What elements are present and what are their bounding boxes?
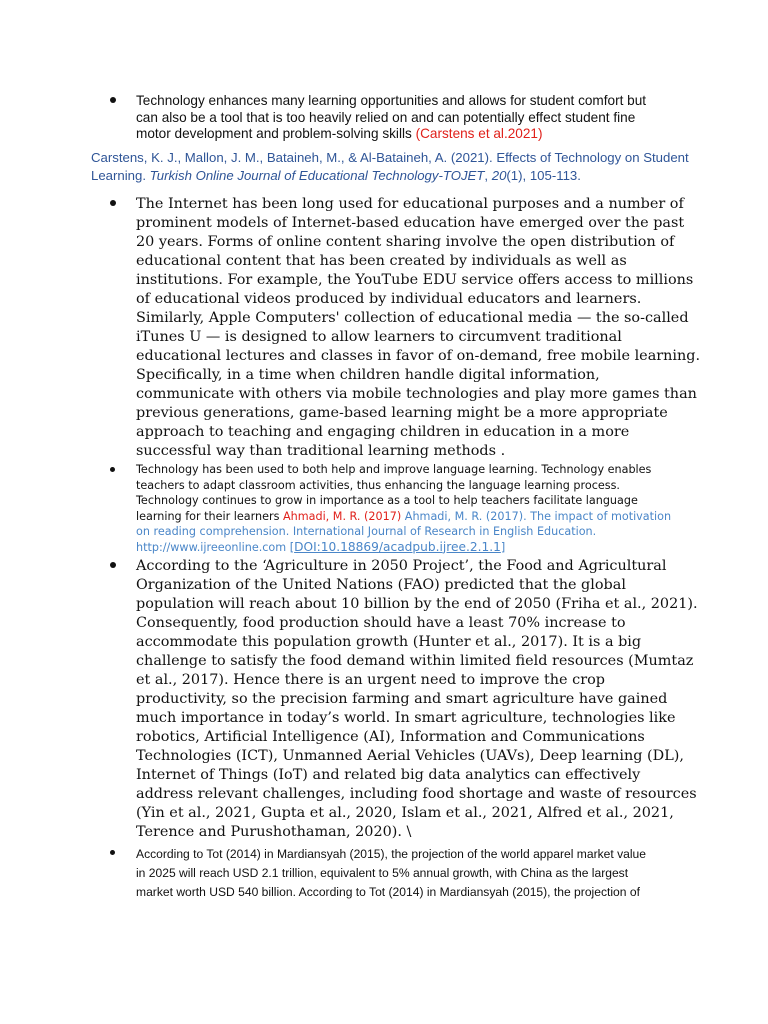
paragraph-line: Technology has been used to both help and improve language learning. Technology enables bbox=[136, 463, 652, 476]
paragraph-line: According to the ‘Agriculture in 2050 Project’, the Food and Agricultural bbox=[136, 558, 667, 574]
bullet-marker bbox=[110, 850, 118, 858]
paragraph-line: successful way than traditional learning methods . bbox=[136, 443, 506, 459]
paragraph-line: (Yin et al., 2021, Gupta et al., 2020, Islam et al., 2021, Alfred et al., 2021, bbox=[136, 805, 674, 821]
reference-carstens bbox=[91, 149, 691, 185]
paragraph-line: Technology enhances many learning opportunities and allows for student comfort but bbox=[136, 93, 647, 108]
paragraph-line: learning for their learners bbox=[136, 509, 283, 523]
paragraph-line: population will reach about 10 billion by the end of 2050 (Friha et al., 2021). bbox=[136, 596, 698, 612]
reference-volume: 20 bbox=[491, 168, 507, 183]
paragraph-line: productivity, so the precision farming and smart agriculture have gained bbox=[136, 691, 668, 707]
paragraph-line: Consequently, food production should have a least 70% increase to bbox=[136, 615, 626, 631]
reference-pages: (1), 105-113. bbox=[506, 168, 581, 183]
bullet-paragraph-agriculture-2050 bbox=[136, 557, 696, 842]
paragraph-line: Specifically, in a time when children handle digital information, bbox=[136, 367, 600, 383]
reference-ahmadi-line: on reading comprehension. International Journal of Research in English Education. bbox=[136, 525, 597, 538]
bullet-marker bbox=[110, 200, 118, 208]
paragraph-line: Organization of the United Nations (FAO) predicted that the global bbox=[136, 577, 626, 593]
paragraph-line: Internet of Things (IoT) and related big data analytics can effectively bbox=[136, 767, 641, 783]
bullet-paragraph-language-learning bbox=[136, 462, 696, 555]
paragraph-line: accommodate this population growth (Hunter et al., 2017). It is a big bbox=[136, 634, 642, 650]
paragraph-line: Technology continues to grow in importance as a tool to help teachers facilitate language bbox=[136, 494, 638, 507]
paragraph-line: approach to teaching and engaging children in education in a more bbox=[136, 424, 630, 440]
paragraph-line: market worth USD 540 billion. According to Tot (2014) in Mardiansyah (2015), the projection of bbox=[136, 884, 640, 899]
bullet-paragraph-technology-comfort bbox=[136, 93, 676, 143]
paragraph-line: Terence and Purushothaman, 2020). \ bbox=[136, 824, 412, 840]
paragraph-line: teachers to adapt classroom activities, thus enhancing the language learning process. bbox=[136, 478, 620, 492]
paragraph-line: educational lectures and classes in favor of on-demand, free mobile learning. bbox=[136, 348, 701, 364]
paragraph-line: educational content that has been created by individuals as well as bbox=[136, 253, 627, 269]
reference-line: Carstens, K. J., Mallon, J. M., Bataineh, M., & Al-Bataineh, A. (2021). Effects of Technology on Student bbox=[91, 150, 689, 165]
citation-ahmadi: Ahmadi, M. R. (2017) bbox=[282, 509, 402, 523]
paragraph-line: et al., 2017). Hence there is an urgent need to improve the crop bbox=[136, 672, 605, 688]
doi-bracket-close: ] bbox=[500, 540, 506, 554]
paragraph-line: challenge to satisfy the food demand within limited field resources (Mumtaz bbox=[136, 653, 694, 669]
paragraph-line: prominent models of Internet-based education have emerged over the past bbox=[136, 215, 685, 231]
bullet-marker bbox=[110, 467, 118, 475]
paragraph-line: institutions. For example, the YouTube EDU service offers access to millions bbox=[136, 272, 694, 288]
bullet-paragraph-apparel-market bbox=[136, 845, 696, 901]
paragraph-line: Technologies (ICT), Unmanned Aerial Vehicles (UAVs), Deep learning (DL), bbox=[136, 748, 684, 764]
paragraph-line: address relevant challenges, including food shortage and waste of resources bbox=[136, 786, 697, 802]
paragraph-line: previous generations, game-based learning might be a more appropriate bbox=[136, 405, 668, 421]
doi-bracket-open: [ bbox=[286, 540, 295, 554]
paragraph-line: of educational videos produced by individual educators and learners. bbox=[136, 291, 642, 307]
paragraph-line: 20 years. Forms of online content sharing involve the open distribution of bbox=[136, 234, 675, 250]
paragraph-line: motor development and problem-solving skills bbox=[136, 126, 416, 141]
paragraph-line: Similarly, Apple Computers' collection of educational media — the so-called bbox=[136, 310, 689, 326]
paragraph-line: The Internet has been long used for educational purposes and a number of bbox=[136, 196, 684, 212]
reference-url-link[interactable]: http://www.ijreeonline.com bbox=[136, 540, 287, 554]
bullet-paragraph-internet-education bbox=[136, 195, 701, 461]
paragraph-line: According to Tot (2014) in Mardiansyah (2015), the projection of the world apparel market value bbox=[136, 847, 647, 861]
reference-ahmadi: Ahmadi, M. R. (2017). The impact of motivation bbox=[401, 509, 672, 523]
paragraph-line: communicate with others via mobile technologies and play more games than bbox=[136, 386, 697, 402]
paragraph-line: much importance in today’s world. In smart agriculture, technologies like bbox=[136, 710, 676, 726]
bullet-marker bbox=[110, 562, 118, 570]
paragraph-line: iTunes U — is designed to allow learners to circumvent traditional bbox=[136, 329, 622, 345]
doi-link[interactable]: DOI:10.18869/acadpub.ijree.2.1.1 bbox=[294, 539, 501, 554]
paragraph-line: robotics, Artificial Intelligence (AI), Information and Communications bbox=[136, 729, 645, 745]
reference-journal: Turkish Online Journal of Educational Technology-TOJET bbox=[149, 168, 485, 183]
paragraph-line: in 2025 will reach USD 2.1 trillion, equivalent to 5% annual growth, with China as the largest bbox=[136, 865, 629, 880]
bullet-marker bbox=[110, 97, 118, 105]
reference-sep: , bbox=[484, 168, 492, 183]
paragraph-line: can also be a tool that is too heavily relied on and can potentially effect student fine bbox=[136, 109, 636, 125]
citation-carstens: (Carstens et al.2021) bbox=[415, 126, 543, 141]
reference-line: Learning. bbox=[91, 168, 150, 183]
